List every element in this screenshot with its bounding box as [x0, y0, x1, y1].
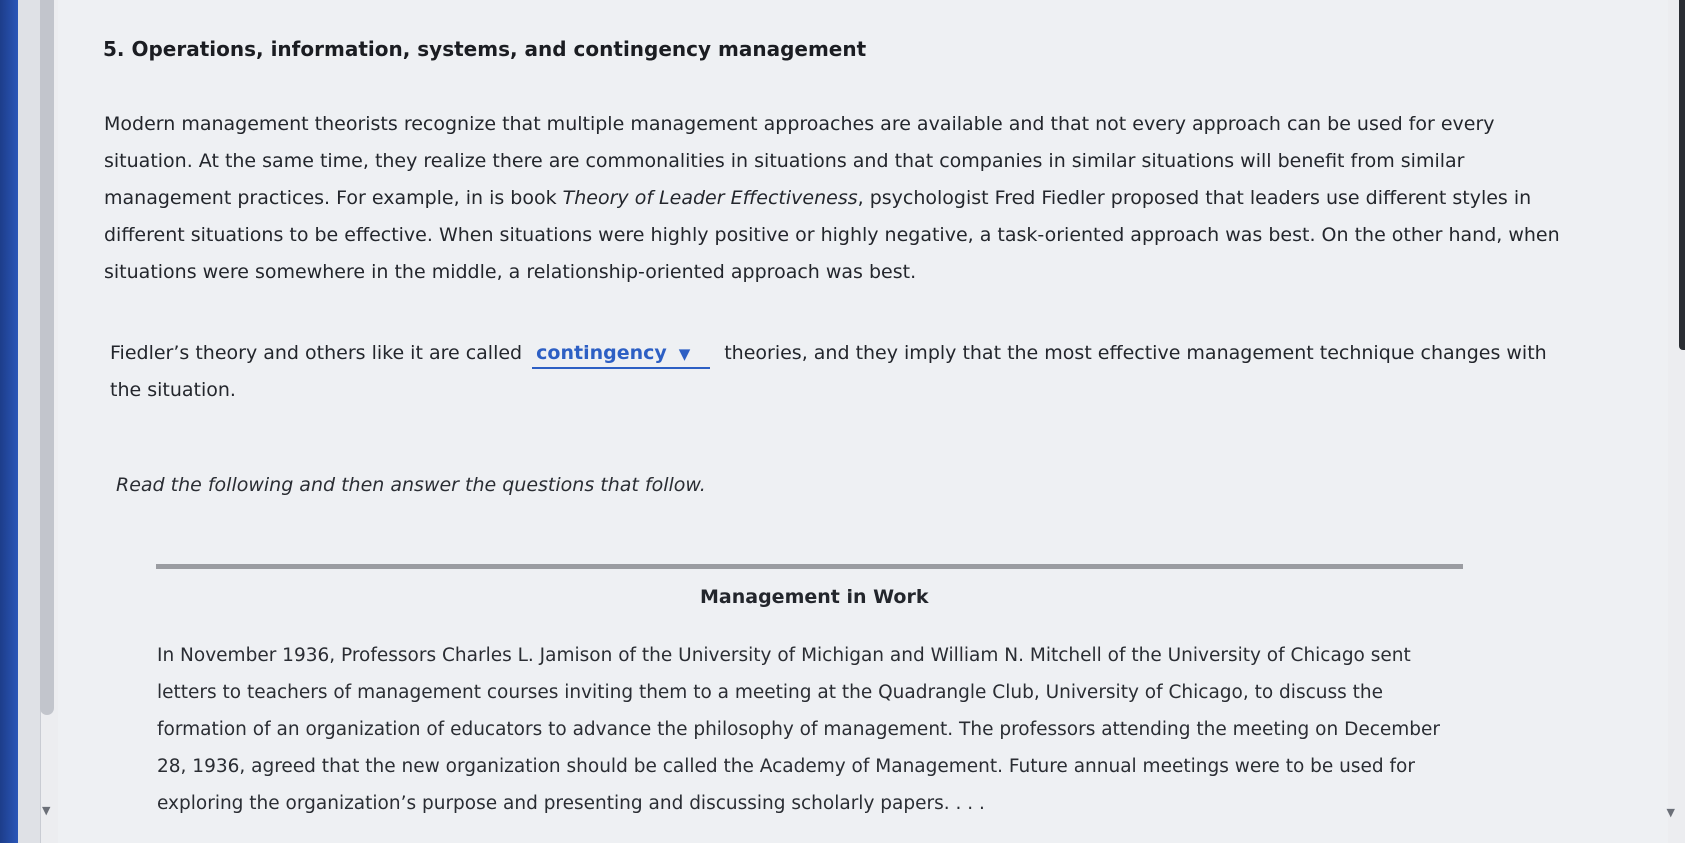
left-gutter: [18, 0, 41, 843]
answer-dropdown-value: contingency: [536, 342, 667, 364]
reading-title: Management in Work: [700, 586, 929, 608]
instruction-text: Read the following and then answer the questions that follow.: [116, 474, 706, 496]
intro-paragraph: [104, 106, 1574, 291]
scroll-down-arrow-icon[interactable]: ▼: [42, 804, 51, 817]
vertical-scrollbar-thumb[interactable]: [40, 0, 54, 715]
intro-text-part1: Modern management theorists recognize that multiple management approaches are available and that not every approach can be used for every situation. At the same time, they realize there are commonalities in situations and that companies in similar situations will benefit from similar management practices. For example, in is book: [104, 113, 1495, 209]
question-heading: 5. Operations, information, systems, and contingency management: [103, 37, 867, 61]
reading-divider: [156, 564, 1463, 569]
intro-text-part2: , psychologist Fred Fiedler proposed that leaders use different styles in different situations to be effective. When situations were highly positive or highly negative, a task-oriented approach was best. On the other hand, when situations were somewhere in the middle, a relationship-oriented approach was best.: [104, 187, 1560, 283]
fill-in-before: Fiedler’s theory and others like it are called: [110, 342, 523, 364]
book-title: Theory of Leader Effectiveness: [562, 187, 858, 209]
reading-body: In November 1936, Professors Charles L. Jamison of the University of Michigan and William N. Mitchell of the University of Chicago sent letters to teachers of management courses inviting them to a meeting at the Quadrangle Club, University of Chicago, to discuss the formation of an organization of educators to advance the philosophy of management. The professors attending the meeting on December 28, 1936, agreed that the new organization should be called the Academy of Management. Future annual meetings were to be used for exploring the organization’s purpose and presenting and discussing scholarly papers. . . .: [157, 645, 1441, 814]
right-window-edge: [1679, 0, 1685, 350]
caret-down-icon: ▼: [678, 345, 691, 363]
fill-in-sentence: [110, 335, 1575, 409]
answer-dropdown[interactable]: [532, 340, 710, 369]
left-window-bezel: [0, 0, 18, 843]
scroll-down-arrow-icon[interactable]: ▼: [1666, 806, 1675, 819]
fill-in-after: theories, and they imply that the most effective management technique changes with the situation.: [110, 342, 1547, 401]
